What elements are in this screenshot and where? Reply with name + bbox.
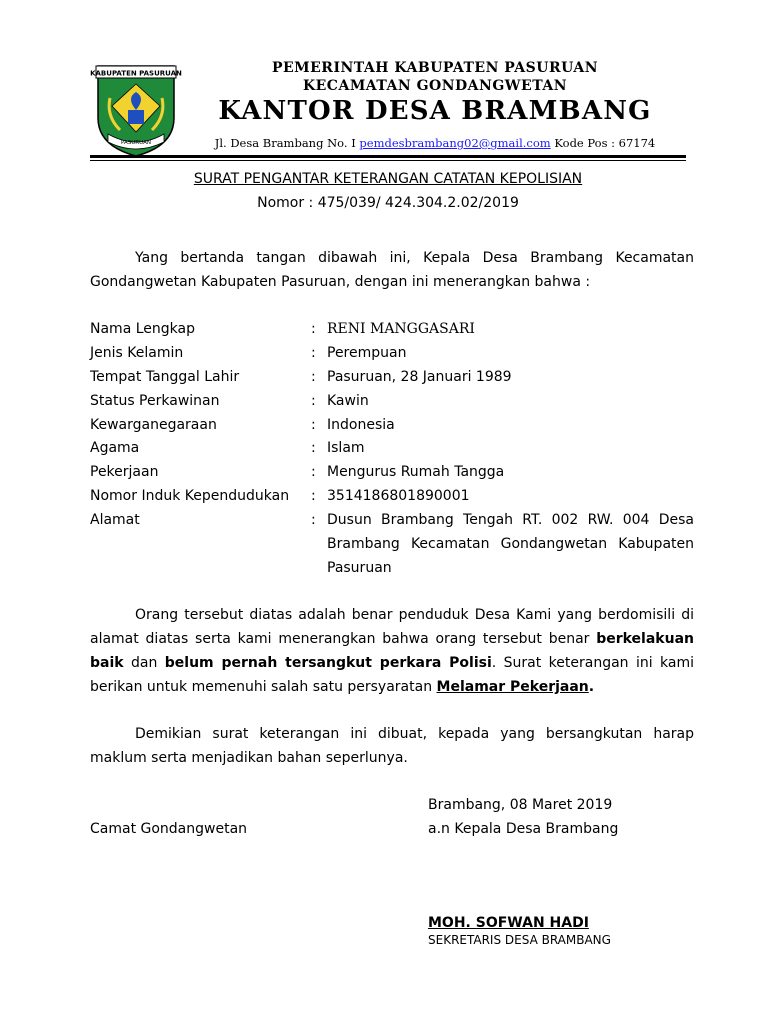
header-rule-thin (90, 160, 686, 161)
no-police-record-text: belum pernah tersangkut perkara Polisi (164, 655, 492, 671)
field-label: Kewarganegaraan (90, 417, 217, 433)
field-value-address: Dusun Brambang Tengah RT. 002 RW. 004 Desa Brambang Kecamatan Gondangwetan Kabupaten Pasuruan (327, 512, 694, 576)
field-label: Alamat (90, 512, 140, 528)
field-label: Status Perkawinan (90, 393, 220, 409)
address-prefix: Jl. Desa Brambang No. I (214, 136, 360, 150)
closing-paragraph: Demikian surat keterangan ini dibuat, kepada yang bersangkutan harap maklum serta menjadikan bahan seperlunya. (90, 726, 694, 766)
header-district: KECAMATAN GONDANGWETAN (302, 78, 568, 94)
good-conduct-text: berkelakuan baik (90, 631, 694, 671)
intro-paragraph: Yang bertanda tangan dibawah ini, Kepala Desa Brambang Kecamatan Gondangwetan Kabupaten Pasuruan, dengan ini menerangkan bahwa : (90, 250, 694, 290)
statement-paragraph (90, 603, 694, 699)
field-value: Islam (327, 440, 365, 456)
field-label: Nomor Induk Kependudukan (90, 488, 290, 504)
field-label: Agama (90, 440, 140, 456)
field-separator: : (311, 417, 316, 433)
field-value: Perempuan (327, 345, 407, 361)
field-separator: : (311, 345, 316, 361)
field-separator: : (311, 393, 316, 409)
signatory-name: MOH. SOFWAN HADI (428, 915, 589, 931)
letter-number: Nomor : 475/039/ 424.304.2.02/2019 (257, 195, 519, 211)
field-value: Mengurus Rumah Tangga (327, 464, 505, 480)
regency-crest-logo (90, 58, 182, 158)
logo-text-bottom: PASURUAN (121, 140, 151, 146)
field-value-name: RENI MANGGASARI (327, 321, 475, 337)
field-label: Jenis Kelamin (90, 345, 184, 361)
field-separator: : (311, 464, 316, 480)
header-rule-thick (90, 155, 686, 158)
field-separator: : (311, 440, 316, 456)
address-suffix: Kode Pos : 67174 (550, 136, 656, 150)
statement-text: dan (123, 655, 165, 671)
field-separator: : (311, 369, 316, 385)
place-date: Brambang, 08 Maret 2019 (428, 797, 613, 813)
field-separator: : (311, 321, 316, 337)
signatory-position: SEKRETARIS DESA BRAMBANG (428, 933, 611, 947)
logo-text-top: KABUPATEN PASURUAN (90, 69, 182, 78)
field-label: Pekerjaan (90, 464, 159, 480)
field-value: 3514186801890001 (327, 488, 470, 504)
purpose-text: Melamar Pekerjaan (436, 679, 589, 695)
header-address (200, 136, 670, 150)
field-separator: : (311, 488, 316, 504)
email-link[interactable]: pemdesbrambang02@gmail.com (359, 136, 551, 150)
statement-text: Orang tersebut diatas adalah benar penduduk Desa Kami yang berdomisili di alamat diatas serta kami menerangkan bahwa orang tersebut benar (90, 607, 694, 647)
statement-text: . Surat keterangan ini kami berikan untuk memenuhi salah satu persyaratan (90, 655, 695, 695)
field-label: Nama Lengkap (90, 321, 195, 337)
field-label: Tempat Tanggal Lahir (90, 369, 240, 385)
camat-title: Camat Gondangwetan (90, 821, 248, 837)
letter-title: SURAT PENGANTAR KETERANGAN CATATAN KEPOLISIAN (193, 171, 583, 187)
header-government: PEMERINTAH KABUPATEN PASURUAN (271, 60, 599, 76)
field-value: Indonesia (327, 417, 395, 433)
header-office-title: KANTOR DESA BRAMBANG (218, 96, 652, 126)
field-value: Pasuruan, 28 Januari 1989 (327, 369, 512, 385)
field-value: Kawin (327, 393, 369, 409)
signatory-title: a.n Kepala Desa Brambang (428, 821, 619, 837)
field-separator: : (311, 512, 316, 528)
statement-text: . (588, 679, 595, 695)
